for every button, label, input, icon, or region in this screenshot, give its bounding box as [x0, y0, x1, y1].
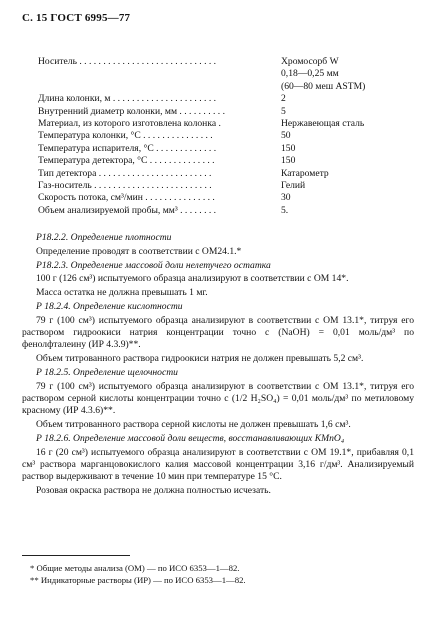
spec-row: [38, 56, 418, 68]
paragraph: Определение проводят в соответствии с ОМ24.1.*: [36, 245, 242, 257]
spec-value: 5.: [281, 204, 289, 216]
spec-row: [38, 118, 418, 130]
spec-label: Температура испарителя, °С . . . . . . . . . . . . .: [38, 142, 217, 154]
spec-row: [38, 106, 418, 118]
spec-label: Тип детектора . . . . . . . . . . . . . . . . . . . . . . . .: [38, 167, 212, 179]
spec-row: [38, 93, 418, 105]
spec-value: Хромосорб W: [281, 56, 339, 67]
paragraph: 79 г (100 см³) испытуемого образца анализируют в соответствии с ОМ 13.1*, титруя его раствором серной кислоты концентрации точно с (1/2 H₂SO₄) = 0,01 моль/дм³ по метиловому красному (ИР 4.3.6)**.: [22, 380, 414, 417]
spec-row: [38, 143, 418, 155]
paragraph: 100 г (126 см³) испытуемого образца анализируют в соответствии с ОМ 14*.: [36, 273, 349, 285]
spec-row: [38, 180, 418, 192]
spec-value: 150: [281, 142, 296, 154]
spec-label: Внутренний диаметр колонки, мм . . . . . . . . . .: [38, 105, 226, 117]
paragraph: Розовая окраска раствора не должна полностью исчезать.: [36, 485, 271, 497]
spec-row: [38, 68, 418, 80]
footnotes: [30, 562, 246, 586]
spec-value: Нержавеющая сталь: [281, 118, 365, 130]
spec-label: Скорость потока, см³/мин . . . . . . . . . . . . . . .: [38, 192, 215, 204]
spec-value: 30: [281, 192, 291, 204]
section-heading: Р 18.2.4. Определение кислотности: [36, 300, 183, 312]
spec-value: 2: [281, 93, 286, 105]
spec-value: (60—80 меш ASTM): [281, 80, 366, 92]
spec-value: 150: [281, 155, 296, 167]
paragraph: Масса остатка не должна превышать 1 мг.: [36, 287, 208, 299]
spec-row: [38, 81, 418, 93]
footnote: * Общие методы анализа (ОМ) — по ИСО 6353—1—82.: [30, 563, 240, 573]
spec-row: [38, 192, 418, 204]
spec-value: Катарометр: [281, 167, 329, 179]
section-heading: Р18.2.3. Определение массовой доли нелетучего остатка: [36, 259, 271, 271]
footnote: ** Индикаторные растворы (ИР) — по ИСО 6353—1—82.: [30, 575, 246, 585]
footnote-divider: [22, 555, 130, 556]
paragraph: 79 г (100 см³) испытуемого образца анализируют в соответствии с ОМ 13.1*, титруя его раствором гидроокиси натрия концентрации точно с (NaOH) = 0,01 моль/дм³ по фенолфталеину (ИР 4.3.9)**.: [22, 314, 414, 351]
spec-label: Температура колонки, °С . . . . . . . . . . . . . . .: [38, 130, 213, 142]
spec-label: [38, 81, 281, 93]
spec-value: 0,18—0,25 мм: [281, 68, 339, 80]
paragraph: Объем титрованного раствора серной кислоты не должен превышать 1,6 см³.: [36, 419, 351, 431]
spec-row: [38, 168, 418, 180]
spec-value: Гелий: [281, 180, 306, 192]
spec-label: Температура детектора, °С . . . . . . . . . . . . . .: [38, 155, 215, 167]
spec-label: Газ-носитель . . . . . . . . . . . . . . . . . . . . . . . . .: [38, 180, 212, 192]
body-text: [22, 232, 414, 499]
spec-label: Носитель . . . . . . . . . . . . . . . . . . . . . . . . . . . . .: [38, 56, 217, 67]
spec-row: [38, 155, 418, 167]
spec-value: 50: [281, 130, 291, 142]
specs-table: [38, 56, 418, 217]
section-heading: Р18.2.2. Определение плотности: [36, 232, 172, 243]
spec-value: 5: [281, 105, 286, 117]
section-heading: Р 18.2.6. Определение массовой доли веществ, восстанавливающих KMnO₄: [36, 432, 345, 444]
spec-label: Объем анализируемой пробы, мм³ . . . . . . . .: [38, 204, 217, 216]
spec-label: Материал, из которого изготовлена колонка .: [38, 118, 221, 130]
page-header: С. 15 ГОСТ 6995—77: [22, 12, 131, 24]
spec-row: [38, 205, 418, 217]
spec-label: Длина колонки, м . . . . . . . . . . . . . . . . . . . . . .: [38, 93, 217, 105]
spec-row: [38, 130, 418, 142]
section-heading: Р 18.2.5. Определение щелочности: [36, 366, 178, 378]
paragraph: Объем титрованного раствора гидроокиси натрия не должен превышать 5,2 см³.: [36, 353, 364, 365]
paragraph: 16 г (20 см³) испытуемого образца анализируют в соответствии с ОМ 19.1*, прибавляя 0,1 см³ раствора марганцовокислого калия массовой концентрации 3,16 г/дм³. Анализируемый раствор выдерживают в течение 10 мин при температуре 15 °С.: [22, 446, 414, 483]
spec-label: [38, 68, 281, 80]
